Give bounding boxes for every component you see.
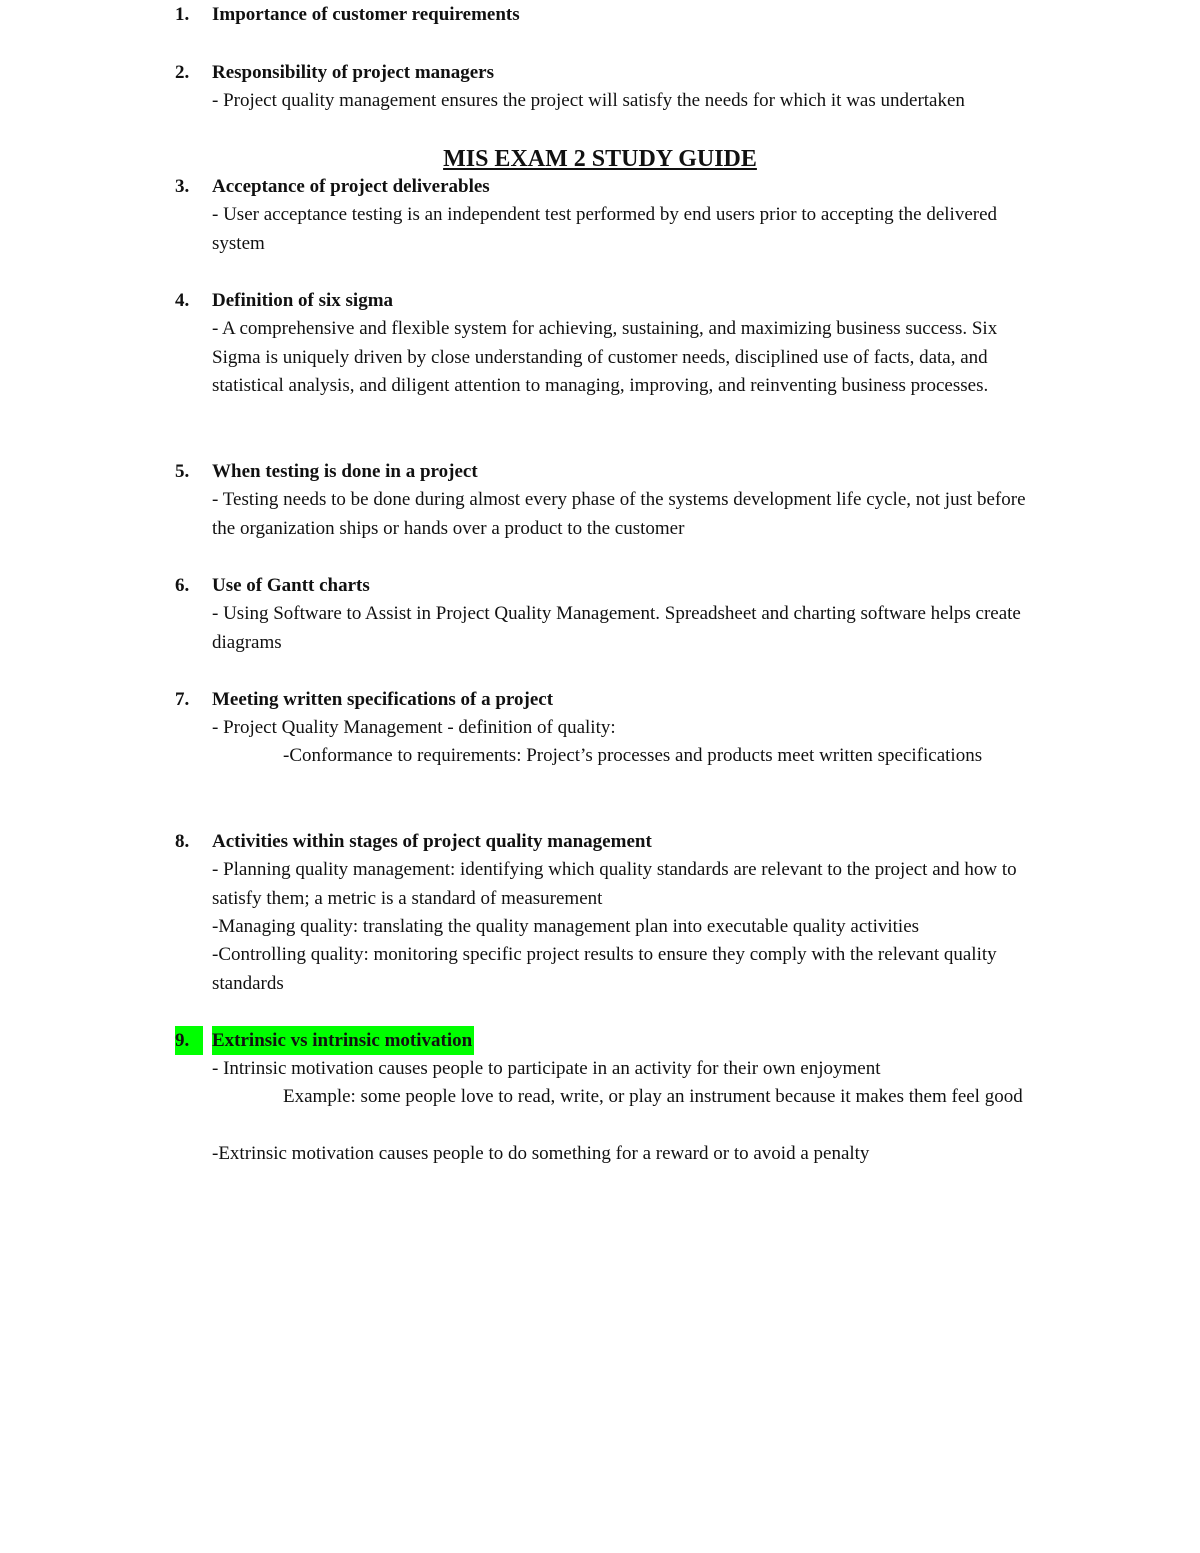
item-number: 9.: [175, 1026, 203, 1055]
item-number: 3.: [175, 176, 190, 197]
document-title: MIS EXAM 2 STUDY GUIDE: [443, 146, 757, 172]
item-number: 6.: [175, 575, 190, 596]
item-heading: Importance of customer requirements: [212, 4, 520, 25]
item-number: 1.: [175, 4, 190, 25]
item-text: - Using Software to Assist in Project Quality Management. Spreadsheet and charting software helps create diagrams: [212, 603, 1021, 653]
item-heading: Acceptance of project deliverables: [212, 176, 490, 197]
item-subtext: Example: some people love to read, write, or play an instrument because it makes them feel good: [283, 1086, 1023, 1107]
item-text: - Testing needs to be done during almost every phase of the systems development life cycle, not just before the organization ships or hands over a product to the customer: [212, 489, 1026, 539]
item-number: 4.: [175, 290, 190, 311]
item-text: -Managing quality: translating the quality management plan into executable quality activities: [212, 916, 920, 937]
item-text: - Intrinsic motivation causes people to participate in an activity for their own enjoyment: [212, 1058, 881, 1079]
item-text: - User acceptance testing is an independent test performed by end users prior to accepting the delivered system: [212, 204, 998, 254]
item-heading: Definition of six sigma: [212, 290, 394, 311]
item-heading: When testing is done in a project: [212, 461, 478, 482]
item-heading: Extrinsic vs intrinsic motivation: [212, 1026, 474, 1055]
item-number: 7.: [175, 689, 190, 710]
item-number: 5.: [175, 461, 190, 482]
item-subtext: -Conformance to requirements: Project’s processes and products meet written specifications: [283, 745, 983, 766]
item-number: 2.: [175, 62, 190, 83]
item-heading: Use of Gantt charts: [212, 575, 370, 596]
item-text: -Extrinsic motivation causes people to do something for a reward or to avoid a penalty: [212, 1143, 870, 1164]
item-heading: Activities within stages of project quality management: [212, 831, 652, 852]
item-text: -Controlling quality: monitoring specific project results to ensure they comply with the relevant quality standards: [212, 944, 997, 994]
item-text: - Project Quality Management - definition of quality:: [212, 717, 616, 738]
item-number: 8.: [175, 831, 190, 852]
item-text: - A comprehensive and flexible system for achieving, sustaining, and maximizing business success. Six Sigma is uniquely driven by close understanding of customer needs, disciplined use of facts, data, and statistical analysis, and diligent attention to managing, improving, and reinventing business processes.: [212, 318, 998, 396]
item-text: - Planning quality management: identifying which quality standards are relevant to the project and how to satisfy them; a metric is a standard of measurement: [212, 859, 1017, 909]
item-heading: Responsibility of project managers: [212, 62, 494, 83]
item-heading: Meeting written specifications of a project: [212, 689, 554, 710]
item-text: - Project quality management ensures the project will satisfy the needs for which it was undertaken: [212, 90, 965, 111]
